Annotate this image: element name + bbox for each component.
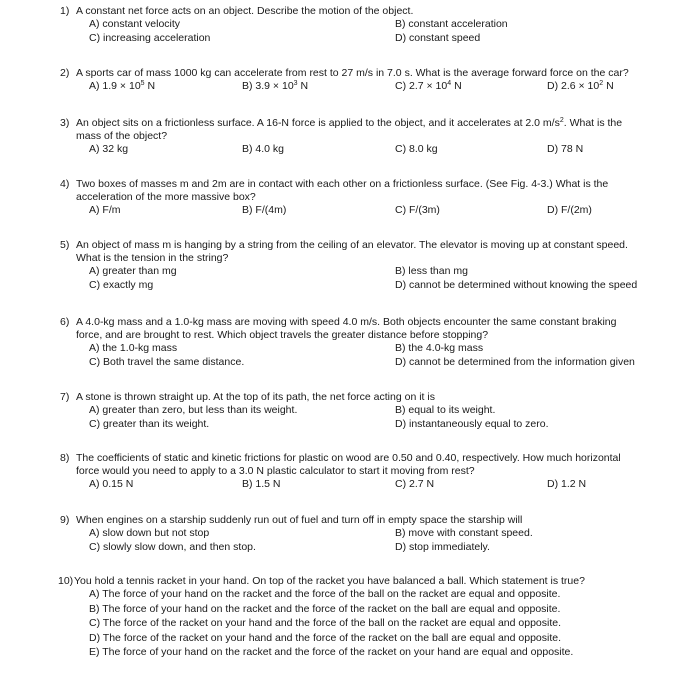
option-a: A) 32 kg (89, 143, 129, 155)
option-b: B) 4.0 kg (242, 143, 285, 155)
option-b: B) F/(4m) (242, 204, 287, 216)
option-a: A) 0.15 N (89, 478, 134, 490)
question-number: 6) (60, 316, 70, 328)
option-b: B) move with constant speed. (395, 527, 533, 539)
question-1 (62, 5, 662, 46)
option-a: A) greater than mg (89, 265, 177, 277)
option-a: A) the 1.0-kg mass (89, 342, 178, 354)
option-b: B) less than mg (395, 265, 468, 277)
option-d: D) cannot be determined without knowing the speed (395, 279, 638, 291)
option-c: C) 2.7 N (395, 478, 435, 490)
question-stem-continued: force would you need to apply to a 3.0 N plastic calculator to start it moving from rest? (76, 465, 475, 477)
question-number: 7) (60, 391, 70, 403)
option-b: B) 1.5 N (242, 478, 281, 490)
option-a: A) F/m (89, 204, 121, 216)
option-b: B) equal to its weight. (395, 404, 496, 416)
option-c: C) exactly mg (89, 279, 154, 291)
option-c: C) 8.0 kg (395, 143, 438, 155)
question-stem: 2) A sports car of mass 1000 kg can accelerate from rest to 27 m/s in 7.0 s. What is the average forward force on the car? (60, 67, 629, 79)
question-number: 1) (60, 5, 70, 17)
question-number: 9) (60, 514, 70, 526)
question-stem: 3) An object sits on a frictionless surface. A 16-N force is applied to the object, and it accelerates at 2.0 $m/s^2$. What is the (60, 117, 623, 129)
option-c: C) increasing acceleration (89, 32, 211, 44)
question-4 (62, 178, 662, 218)
question-stem: 4) Two boxes of masses m and 2m are in contact with each other on a frictionless surface. (See Fig. 4-3.) What is the (60, 178, 609, 190)
option-e: E) The force of your hand on the racket and the force of the racket on your hand are equal and opposite. (89, 646, 574, 658)
option-d: D) constant speed (395, 32, 481, 44)
option-c: C) F/(3m) (395, 204, 440, 216)
question-8 (62, 452, 662, 492)
question-number: 3) (60, 117, 70, 129)
question-stem-continued: force, and are brought to rest. Which object travels the greater distance before stopping? (76, 329, 489, 341)
option-a: A) greater than zero, but less than its weight. (89, 404, 298, 416)
question-7 (62, 391, 662, 432)
question-9 (62, 514, 662, 555)
option-b: B) The force of your hand on the racket and the force of the racket on the ball are equal and opposite. (89, 602, 561, 615)
option-a: A) $1.9 \times 10^5$ N (89, 80, 156, 92)
question-number: 4) (60, 178, 70, 190)
question-stem-continued: acceleration of the more massive box? (76, 191, 256, 203)
question-number: 10) (58, 575, 74, 587)
option-d: D) cannot be determined from the information given (395, 356, 635, 368)
option-b: B) the 4.0-kg mass (395, 342, 484, 354)
option-c: C) $2.7 \times 10^4$ N (395, 80, 462, 92)
question-number: 2) (60, 67, 70, 79)
question-stem: 7) A stone is thrown straight up. At the top of its path, the net force acting on it is (60, 391, 435, 403)
option-b: B) $3.9 \times 10^3$ N (242, 80, 309, 92)
question-3 (62, 117, 662, 157)
option-d: D) stop immediately. (395, 541, 490, 553)
question-6 (62, 316, 662, 370)
option-c: C) slowly slow down, and then stop. (89, 541, 256, 553)
question-number: 5) (60, 239, 70, 251)
option-d: D) instantaneously equal to zero. (395, 418, 549, 430)
question-stem: 1) A constant net force acts on an object. Describe the motion of the object. (60, 5, 414, 17)
question-stem: 8) The coefficients of static and kinetic frictions for plastic on wood are 0.50 and 0.40, respectively. How much horizontal (60, 452, 621, 464)
question-10 (58, 575, 662, 661)
option-d: D) 78 N (547, 143, 584, 155)
option-d: D) The force of the racket on your hand and the force of the racket on the ball are equal and opposite. (89, 631, 562, 644)
question-stem: 6) A 4.0-kg mass and a 1.0-kg mass are moving with speed 4.0 m/s. Both objects encounter the same constant braking (60, 316, 617, 328)
option-c: C) Both travel the same distance. (89, 356, 245, 368)
question-stem: 9) When engines on a starship suddenly run out of fuel and turn off in empty space the starship will (60, 514, 523, 526)
option-d: D) F/(2m) (547, 204, 592, 216)
option-a: A) The force of your hand on the racket and the force of the ball on the racket are equal and opposite. (89, 588, 561, 600)
option-a: A) constant velocity (89, 18, 181, 30)
question-2 (62, 67, 662, 94)
question-stem-continued: mass of the object? (76, 130, 168, 142)
option-c: C) The force of the racket on your hand and the force of the ball on the racket are equal and opposite. (89, 617, 562, 629)
question-number: 8) (60, 452, 70, 464)
option-d: D) $2.6 \times 10^2$ N (547, 80, 614, 92)
option-c: C) greater than its weight. (89, 418, 210, 430)
question-stem-continued: What is the tension in the string? (76, 252, 229, 264)
question-stem: 5) An object of mass m is hanging by a string from the ceiling of an elevator. The elevator is moving up at constant speed. (60, 239, 628, 251)
option-d: D) 1.2 N (547, 478, 587, 490)
question-5 (62, 239, 662, 293)
question-stem: 10)You hold a tennis racket in your hand. On top of the racket you have balanced a ball. Which statement is true? (58, 575, 585, 587)
option-b: B) constant acceleration (395, 18, 508, 30)
option-a: A) slow down but not stop (89, 527, 210, 539)
